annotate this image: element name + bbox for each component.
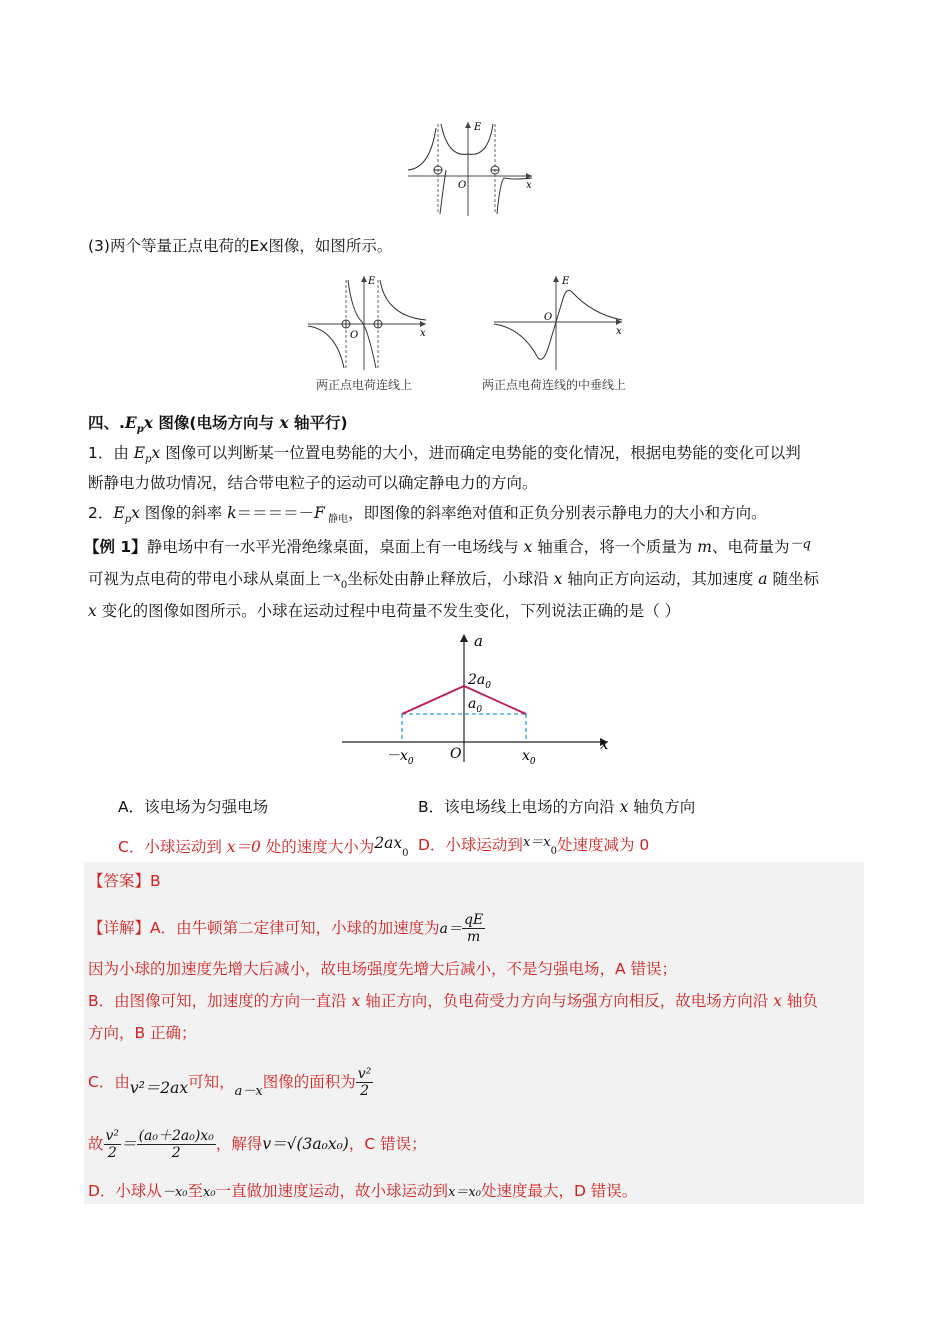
detail-line-c1: C．由v²＝2ax可知，$_{a-x}$图像的面积为 $\frac{\text{v²}}{2}$ bbox=[88, 1066, 372, 1099]
detail-line-a2: 因为小球的加速度先增大后减小，故电场强度先增大后减小，不是匀强电场，A 错误； bbox=[88, 960, 678, 978]
tick-label-a0: $a_0$ bbox=[468, 696, 483, 715]
origin-label: O bbox=[544, 312, 553, 323]
caption-perpendicular: 两正点电荷连线的中垂线上 bbox=[482, 378, 627, 392]
section4-heading: 四、$.E_px$ 图像(电场方向与 x 轴平行) bbox=[88, 413, 348, 436]
y-axis-label: a bbox=[474, 632, 483, 650]
x-axis-label: x bbox=[600, 735, 609, 753]
series-segment-0 bbox=[402, 686, 464, 714]
y-axis-arrow bbox=[460, 634, 468, 642]
example-line2: 可视为点电荷的带电小球从桌面上$-x_0$坐标处由静止释放后，小球沿 x 轴向正方向运动，其加速度 a 随坐标 bbox=[88, 570, 819, 592]
origin-label: O bbox=[350, 330, 359, 341]
a-x-chart bbox=[338, 628, 618, 764]
tick-label-x0: $x_0$ bbox=[522, 748, 536, 764]
x-axis-label: x bbox=[420, 328, 426, 339]
ex-graph-on-line bbox=[306, 272, 432, 372]
section4-point1-line2: 断静电力做功情况，结合带电粒子的运动可以确定静电力的方向。 bbox=[88, 474, 538, 492]
answer-label: 【答案】B bbox=[88, 872, 161, 890]
caption-on-line: 两正点电荷连线上 bbox=[316, 378, 413, 392]
detail-line-b2: 方向，B 正确； bbox=[88, 1024, 197, 1042]
option-a[interactable]: A．该电场为匀强电场 bbox=[118, 798, 269, 816]
top-ex-graph bbox=[400, 118, 540, 218]
option-b[interactable]: B．该电场线上电场的方向沿 x 轴负方向 bbox=[418, 798, 696, 816]
detail-line-c2: 故 $\frac{\text{v²}}{2}$ ＝ $\frac{\text{(a₀＋2a₀)x₀}}{2}$ ，解得v＝√(3a₀x₀)，C 错误； bbox=[88, 1128, 427, 1161]
option-d[interactable]: D．小球运动到$^{x=x}_0$处速度减为 0 bbox=[418, 835, 650, 858]
origin-label: O bbox=[458, 180, 467, 191]
example-line1: 【例 1】静电场中有一水平光滑绝缘桌面，桌面上有一电场线与 x 轴重合，将一个质量为 m、电荷量为$^{-q}$ bbox=[84, 537, 811, 556]
detail-line-b1: B．由图像可知，加速度的方向一直沿 x 轴正方向，负电荷受力方向与场强方向相反，故电场方向沿 x 轴负 bbox=[88, 992, 818, 1010]
ex-graph-perpendicular bbox=[492, 272, 628, 372]
detail-line-d: D．小球从－x₀至x₀一直做加速度运动，故小球运动到x＝x₀处速度最大，D 错误。 bbox=[88, 1182, 638, 1200]
section4-point2: 2．$E_px$ 图像的斜率 k＝＝＝＝－F $_{静电}$，即图像的斜率绝对值和正负分别表示静电力的大小和方向。 bbox=[88, 504, 767, 526]
tick-label-2a0: $2a_0$ bbox=[468, 672, 491, 691]
example-line3: x 变化的图像如图所示。小球在运动过程中电荷量不发生变化，下列说法正确的是（ ） bbox=[88, 602, 681, 620]
e-axis-label: E bbox=[368, 276, 376, 287]
section4-point1-line1: 1．由 $E_px$ 图像可以判断某一位置电势能的大小，进而确定电势能的变化情况，根据电势能的变化可以判 bbox=[88, 444, 801, 466]
detail-line-a: 【详解】A．由牛顿第二定律可知，小球的加速度为a＝ $\frac{qE}{m}$ bbox=[88, 912, 484, 945]
tick-label-neg-x0: $-x_0$ bbox=[386, 748, 414, 764]
x-axis-label: x bbox=[616, 326, 622, 337]
e-axis-label: E bbox=[562, 276, 570, 287]
option-c[interactable]: C．小球运动到 x＝0 处的速度大小为$2ax_0$ bbox=[118, 834, 409, 860]
x-axis-label: x bbox=[526, 180, 532, 191]
section3-text: (3)两个等量正点电荷的Ex图像，如图所示。 bbox=[88, 237, 393, 255]
origin-label: O bbox=[450, 746, 462, 762]
e-axis-label: E bbox=[474, 122, 482, 133]
